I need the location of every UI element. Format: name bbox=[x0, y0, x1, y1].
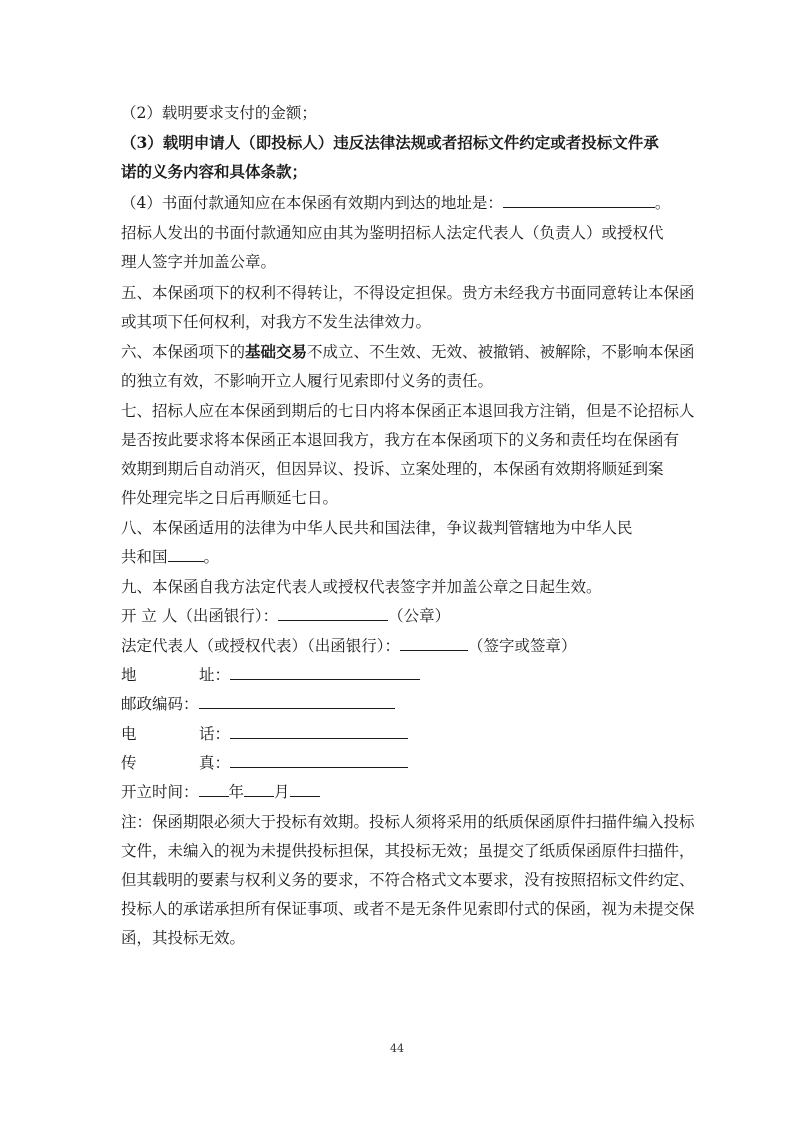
clause-4-3-line2: 诺的义务内容和具体条款； bbox=[121, 162, 308, 181]
representative-blank bbox=[400, 633, 468, 651]
clause-7-line1: 七、招标人应在本保函到期后的七日内将本保函正本退回我方注销，但是不论招标人 bbox=[121, 402, 695, 420]
clause-6-line2: 的独立有效，不影响开立人履行见索即付义务的责任。 bbox=[121, 372, 494, 390]
representative-row: 法定代表人（或授权代表）（出函银行）： （签字或签章） bbox=[121, 633, 681, 659]
note-line2: 文件，未编入的视为未提供投标担保，其投标无效；虽提交了纸质保函原件扫描件， bbox=[121, 842, 695, 860]
phone-row: 电 话： bbox=[121, 721, 681, 747]
note-line1: 注：保函期限必须大于投标有效期。投标人须将采用的纸质保函原件扫描件编入投标 bbox=[121, 813, 695, 831]
month-blank bbox=[244, 779, 274, 797]
bold-term: 基础交易 bbox=[245, 342, 308, 361]
clause-9: 九、本保函自我方法定代表人或授权代表签字并加盖公章之日起生效。 bbox=[121, 578, 602, 596]
clause-8-line2: 共和国 。 bbox=[121, 544, 681, 570]
address-field-blank bbox=[230, 662, 420, 680]
clause-4-notice-line1: 招标人发出的书面付款通知应由其为鉴明招标人法定代表人（负责人）或授权代 bbox=[121, 224, 664, 242]
address-row: 地 址： bbox=[121, 662, 681, 688]
clause-5-line2: 或其项下任何权利，对我方不发生法律效力。 bbox=[121, 313, 432, 331]
note-line3: 但其载明的要素与权利义务的要求，不符合格式文本要求，没有按照招标文件约定、 bbox=[121, 871, 695, 889]
page-number: 44 bbox=[390, 1042, 404, 1055]
fax-row: 传 真： bbox=[121, 750, 681, 776]
clause-7-line4: 件处理完毕之日后再顺延七日。 bbox=[121, 489, 339, 507]
issue-date-row: 开立时间： 年 月 bbox=[121, 779, 681, 805]
clause-4-4: （4）书面付款通知应在本保函有效期内到达的地址是： 。 bbox=[121, 190, 681, 216]
clause-7-line2: 是否按此要求将本保函正本退回我方，我方在本保函项下的义务和责任均在保函有 bbox=[121, 431, 680, 449]
clause-4-2: （2）载明要求支付的金额； bbox=[121, 104, 317, 122]
note-line4: 投标人的承诺承担所有保证事项、或者不是无条件见索即付式的保函，视为未提交保 bbox=[121, 900, 695, 918]
year-blank bbox=[199, 779, 229, 797]
fax-blank bbox=[230, 750, 408, 768]
day-blank bbox=[290, 779, 320, 797]
jurisdiction-blank bbox=[168, 544, 204, 562]
issuer-blank bbox=[278, 603, 388, 621]
clause-5-line1: 五、本保函项下的权利不得转让，不得设定担保。贵方未经我方书面同意转让本保函 bbox=[121, 284, 695, 302]
clause-6-line1: 六、本保函项下的基础交易不成立、不生效、无效、被撤销、被解除，不影响本保函 bbox=[121, 342, 695, 361]
clause-7-line3: 效期到期后自动消灭，但因异议、投诉、立案处理的，本保函有效期将顺延到案 bbox=[121, 460, 664, 478]
postcode-row: 邮政编码： bbox=[121, 691, 681, 717]
issuer-row: 开 立 人（出函银行）： （公章） bbox=[121, 603, 681, 629]
clause-8-line1: 八、本保函适用的法律为中华人民共和国法律，争议裁判管辖地为中华人民 bbox=[121, 519, 633, 537]
phone-blank bbox=[230, 721, 408, 739]
clause-4-3-line1: （3）载明申请人（即投标人）违反法律法规或者招标文件约定或者投标文件承 bbox=[121, 133, 659, 152]
clause-4-notice-line2: 理人签字并加盖公章。 bbox=[121, 253, 277, 271]
postcode-blank bbox=[199, 691, 395, 709]
note-line5: 函，其投标无效。 bbox=[121, 929, 246, 947]
address-blank bbox=[503, 190, 655, 208]
